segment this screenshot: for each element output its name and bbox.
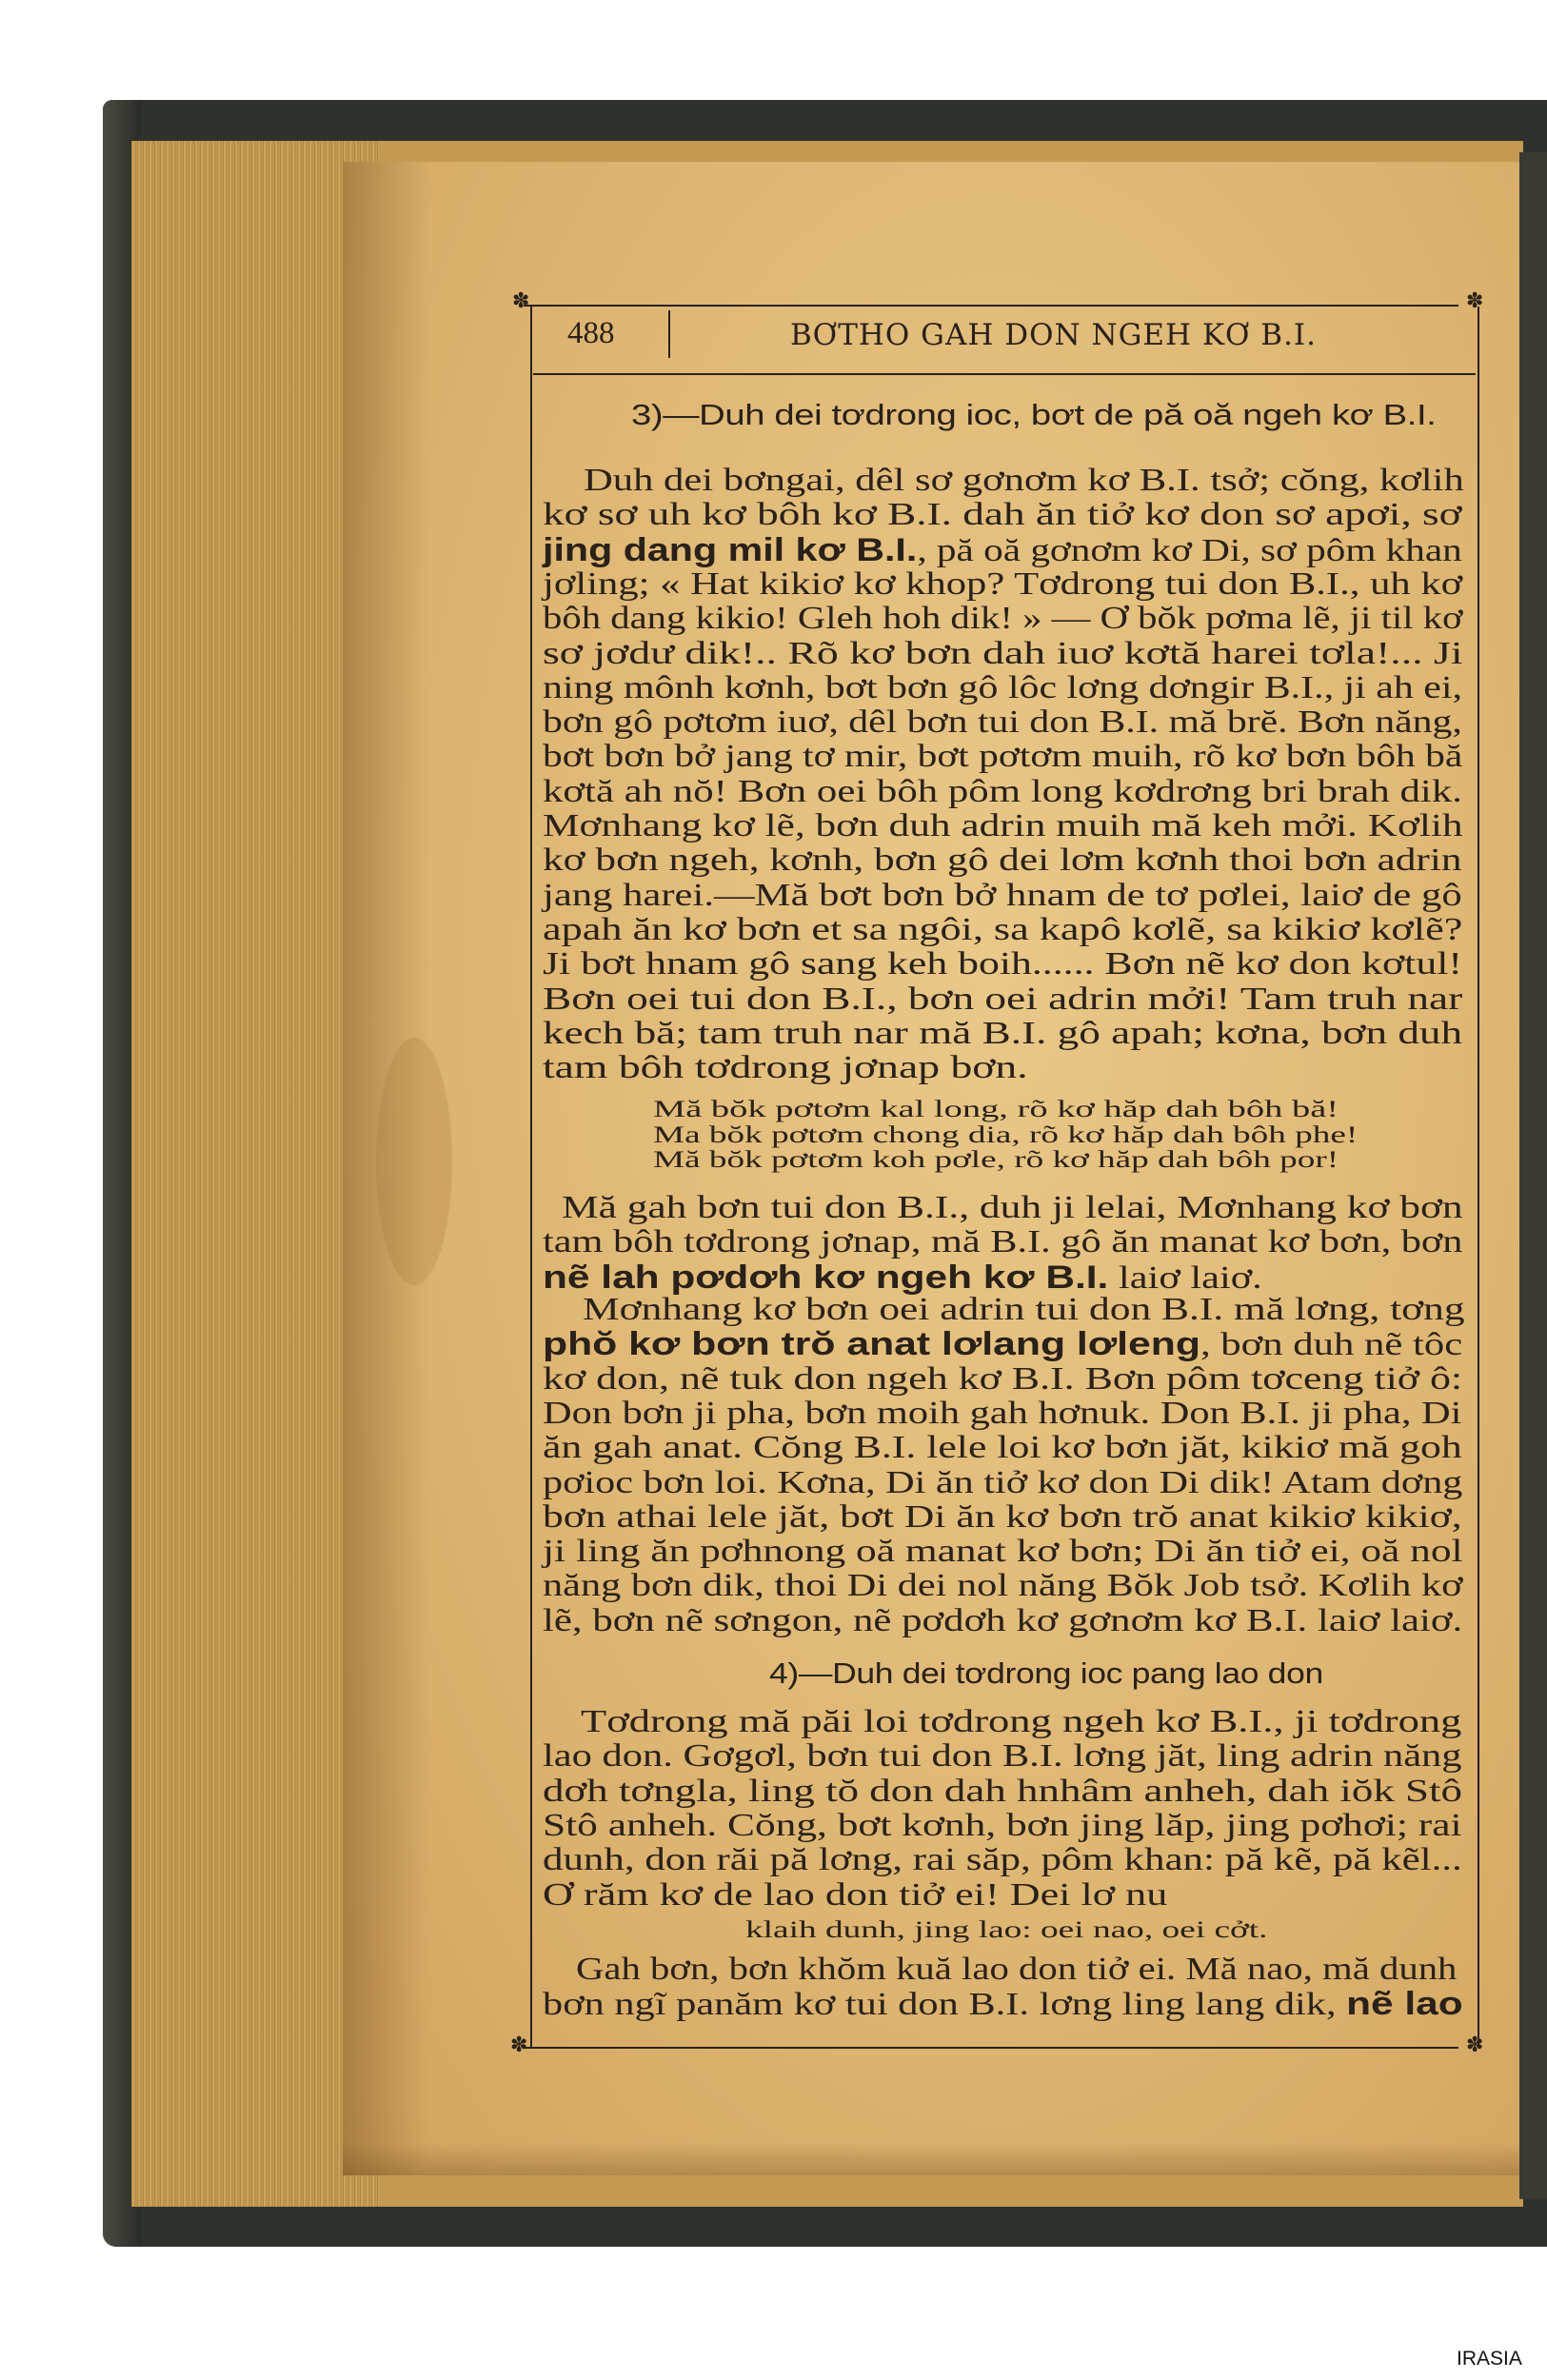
body-line: Mă gah bơn tui don B.I., duh ji lelai, Mơnhang kơ bơn (562, 1190, 1463, 1225)
body-line: sơ jơdư dik!.. Rõ kơ bơn dah iuơ kơtă harei tơla!... Ji (543, 635, 1463, 671)
body-line: Gah bơn, bơn khŏm kuă lao don tiở ei. Mă nao, mă dunh (576, 1952, 1458, 1987)
frame-right-rule (1478, 307, 1479, 2047)
body-line: Tơdrong mă păi loi tơdrong ngeh kơ B.I., ji tơdrong (581, 1704, 1462, 1739)
body-line: kơ sơ uh kơ bôh kơ B.I. dah ăn tiở kơ don sơ apơi, sơ (543, 497, 1462, 533)
body-line: apah ăn kơ bơn et sa ngôi, sa kapô kơlẽ, sa kikiơ kơlẽ? (543, 911, 1463, 947)
body-line: kech bă; tam truh nar mă B.I. gô apah; kơna, bơn duh (543, 1015, 1463, 1051)
body-line (543, 1986, 1463, 2023)
body-line: ăn gah anat. Cŏng B.I. lele loi kơ bơn jăt, kikiơ mă goh (543, 1430, 1462, 1466)
text-segment: nẽ lah pơdơh kơ ngeh kơ B.I. (543, 1259, 1109, 1296)
body-line: tam bôh tơdrong jơnap bơn. (543, 1050, 1028, 1086)
right-page-edge (1519, 152, 1547, 2199)
body-line: tam bôh tơdrong jơnap, mă B.I. gô ăn manat kơ bơn, bơn (543, 1224, 1463, 1260)
body-line (543, 1259, 1262, 1297)
section-heading: 3)—Duh dei tơdrong ioc, bơt de pă oă ngeh kơ B.I. (631, 398, 1437, 431)
body-line: kơ don, nẽ tuk don ngeh kơ B.I. Bơn pôm tơceng tiở ô: (543, 1360, 1463, 1397)
text-segment: nẽ lao (1346, 1986, 1463, 2023)
page-number: 488 (567, 316, 615, 350)
watermark: IRASIA (1457, 2348, 1522, 2370)
body-line: Ji bơt hnam gô sang keh boih...... Bơn nẽ kơ don kơtul! (543, 946, 1462, 982)
page-bottom-shade (343, 2142, 1523, 2175)
body-line: Mơnhang kơ lẽ, bơn duh adrin muih mă keh mởi. Kơlih (543, 808, 1463, 843)
body-line: Bơn oei tui don B.I., bơn oei adrin mởi! Tam truh nar (543, 981, 1463, 1017)
frame-bottom-rule (524, 2047, 1458, 2049)
frame-top-rule (524, 305, 1458, 307)
text-segment: phŏ kơ bơn trŏ anat lơlang lơleng (543, 1326, 1200, 1363)
body-line: bơn gô pơtơm iuơ, dêl bơn tui don B.I. mă brĕ. Bơn năng, (543, 704, 1462, 741)
section-heading: 4)—Duh dei tơdrong ioc pang lao don (769, 1656, 1323, 1690)
body-line: Duh dei bơngai, dêl sơ gơnơm kơ B.I. tsở; cŏng, kơlih (584, 463, 1464, 498)
body-line: Stô anheh. Cŏng, bơt kơnh, bơn jing lăp, jing pơhơi; rai (543, 1807, 1462, 1843)
verse-line: klaih dunh, jing lao: oei nao, oei cởt. (745, 1917, 1268, 1943)
page-number-divider (668, 310, 670, 358)
body-line: bôh dang kikio! Gleh hoh dik! » — Ơ bŏk pơma lẽ, ji til kơ (543, 601, 1463, 637)
body-line: lao don. Gơgơl, bơn tui don B.I. lơng jăt, ling adrin năng (543, 1738, 1462, 1775)
body-line: ji ling ăn pơhnong oă manat kơ bơn; Di ăn tiở ei, oă nol (543, 1534, 1463, 1570)
body-line: kơtă ah nŏ! Bơn oei bôh pôm long kơdrơng bri brah dik. (543, 773, 1462, 809)
body-line: ning mônh kơnh, bơt bơn gô lôc lơng dơngir B.I., ji ah ei, (543, 669, 1462, 705)
text-segment: , pă oă gơnơm kơ Di, sơ pôm khan (917, 532, 1462, 568)
text-segment: jing dang mil kơ B.I. (543, 531, 918, 568)
header-rule (533, 373, 1476, 375)
corner-ornament-top-right: ✽ (1466, 289, 1484, 313)
verse-line: Mă bŏk pơtơm kal long, rõ kơ hăp dah bôh bă! (653, 1097, 1339, 1122)
corner-ornament-top-left: ✽ (512, 289, 530, 313)
verse-line: Mă bŏk pơtơm koh pơle, rõ kơ hăp dah bôh por! (653, 1147, 1339, 1173)
corner-ornament-bottom-left: ✽ (510, 2033, 528, 2057)
body-line: kơ bơn ngeh, kơnh, bơn gô dei lơm kơnh thoi bơn adrin (543, 843, 1462, 879)
body-line: lẽ, bơn nẽ sơngon, nẽ pơdơh kơ gơnơm kơ B.I. laiơ laiơ. (543, 1602, 1463, 1638)
body-line: Don bơn ji pha, bơn moih gah hơnuk. Don B.I. ji pha, Di (543, 1395, 1462, 1431)
body-line: Ơ răm kơ de lao don tiở ei! Dei lơ nu (543, 1876, 1168, 1913)
body-line: năng bơn dik, thoi Di dei nol năng Bŏk Job tsở. Kơlih kơ (543, 1568, 1463, 1604)
body-line: jang harei.—Mă bơt bơn bở hnam de tơ pơlei, laiơ de gô (543, 877, 1462, 913)
body-line: pơioc bơn loi. Kơna, Di ăn tiở kơ don Di dik! Atam dơng (543, 1464, 1463, 1500)
body-line: dunh, don răi pă lơng, rai săp, pôm khan: pă kẽ, pă kẽl... (543, 1842, 1462, 1878)
text-segment: bơn ngĩ panăm kơ tui don B.I. lơng ling lang dik, (543, 1987, 1347, 2023)
verse-line: Ma bŏk pơtơm chong dia, rõ kơ hăp dah bôh phe! (653, 1121, 1359, 1148)
body-line (543, 532, 1462, 569)
frame-left-rule (530, 307, 532, 2047)
body-line (543, 1326, 1462, 1363)
text-segment: laiơ laiơ. (1108, 1259, 1262, 1296)
page-edges-stack (131, 141, 379, 2207)
page-stain (376, 1038, 452, 1285)
running-title: BƠTHO GAH DON NGEH KƠ B.I. (790, 318, 1318, 352)
body-line: dơh tơngla, ling tŏ don dah hnhâm anheh, dah iŏk Stô (543, 1773, 1462, 1809)
body-line: bơt bơn bở jang tơ mir, bơt pơtơm muih, rõ kơ bơn bôh bă (543, 739, 1463, 775)
corner-ornament-bottom-right: ✽ (1466, 2033, 1484, 2057)
body-line: bơn athai lele jăt, bơt Di ăn kơ bơn trŏ anat kikiơ kikiơ, (543, 1498, 1462, 1535)
body-line: jơling; « Hat kikiơ kơ khop? Tơdrong tui don B.I., uh kơ (543, 565, 1463, 602)
body-line: Mơnhang kơ bơn oei adrin tui don B.I. mă lơng, tơng (583, 1292, 1465, 1327)
text-segment: , bơn duh nẽ tôc (1200, 1327, 1463, 1363)
